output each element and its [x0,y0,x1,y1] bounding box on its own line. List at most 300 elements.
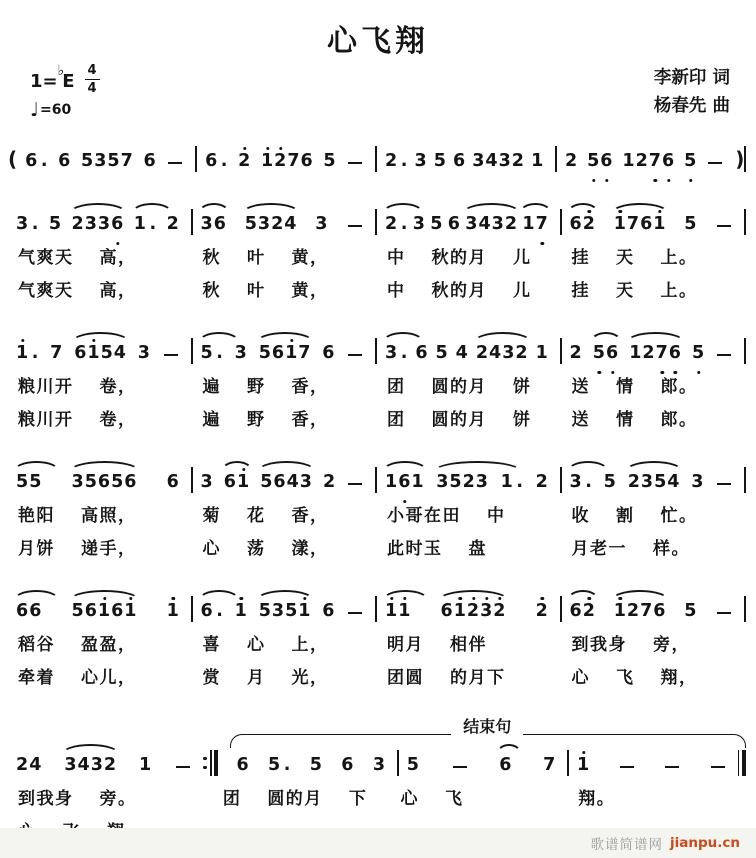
note: 1 [385,601,399,622]
repeat-dot [203,766,206,769]
note: 6 [661,151,676,172]
notation-system [8,131,746,172]
note-unit [166,602,181,622]
notation-system [8,194,746,301]
ending-lyrics [213,784,746,809]
barline [214,750,218,776]
note-unit [237,152,252,172]
lyrics-row [8,663,746,688]
note-unit [535,473,550,493]
note-unit [15,215,40,235]
dash-rest [348,612,362,614]
note: 3 [498,151,512,172]
note: 4 [29,755,43,776]
note: 1 [298,601,312,622]
note-unit [435,473,490,493]
note: 1 [453,601,467,622]
note: 5 [71,601,85,622]
dash-rest [717,225,731,227]
note-glyphs [138,756,153,776]
lyric-word: 野 [247,377,266,397]
note-glyphs [314,215,329,235]
dash-rest [665,766,679,768]
note: 3 [71,472,85,493]
dot: . [40,151,49,172]
note-glyphs [133,215,158,235]
lyric-segment [193,501,378,526]
note-glyphs [447,215,462,235]
lyric-word: 圆的月 [431,377,487,397]
note-glyphs [237,152,252,172]
note-unit [414,344,429,364]
measure [8,209,191,235]
note: 2 [515,343,529,364]
lyric-segment [193,534,378,559]
lyric-word: 下 [348,789,368,809]
note: 5 [684,601,698,622]
note: 1 [260,151,275,172]
notation-row [8,194,746,235]
lyric-word: 上。 [660,281,698,301]
note-glyphs [452,152,467,172]
lyric-segment [391,784,569,809]
tempo-marking [30,99,100,121]
measure [562,338,745,364]
note: 1 [236,472,251,493]
note-glyphs [204,152,229,172]
note-glyphs [258,344,313,364]
note: 2 [582,214,596,235]
lyric-segment [8,630,193,655]
dash-rest [348,483,362,485]
lyric-word: 秋的月 [431,281,487,301]
note: 1 [398,601,412,622]
dot: . [216,601,224,622]
note: 4 [485,151,499,172]
lyric-word: 心 [571,668,590,688]
note: 6 [499,755,513,776]
note: 3 [299,472,313,493]
note-unit [530,152,545,172]
note: 1 [385,472,399,493]
lyric-word: 秋的月 [431,248,487,268]
note: 3 [200,214,214,235]
note: 5 [100,343,114,364]
note: 6 [569,601,583,622]
note-unit [260,152,315,172]
note: 6 [341,755,355,776]
note: 5 [16,472,30,493]
measure [193,596,376,622]
note-glyphs [48,215,63,235]
lyric-segment [193,276,378,301]
note-unit [137,344,152,364]
dot: . [31,343,40,364]
key-signature [30,64,100,95]
note-glyphs [49,344,64,364]
note: 1 [133,214,147,235]
note: 6 [415,343,429,364]
note-glyphs [200,215,228,235]
note: 1 [285,343,299,364]
note: 5 [258,343,272,364]
measure [8,596,191,622]
note: 3 [315,214,329,235]
note-glyphs [475,344,530,364]
finale-system [8,710,746,842]
note: 5 [107,151,121,172]
lyric-word: 遍 [202,377,221,397]
note-unit [204,152,229,172]
note: 2 [462,472,476,493]
note-glyphs [267,756,292,776]
note-unit [15,473,43,493]
note: 7 [298,343,312,364]
note-unit [138,756,153,776]
barline [744,596,746,622]
note-unit [258,344,313,364]
lyric-word: 黄， [291,281,329,301]
repeat-end-barline [203,750,218,776]
repeat-dot [203,757,206,760]
note: 5 [268,755,282,776]
note: 1 [522,214,536,235]
note: 3 [64,755,78,776]
note-glyphs [521,215,549,235]
note: 5 [684,151,698,172]
note-glyphs [384,473,426,493]
lyric-word: 旁。 [99,789,137,809]
note-glyphs [15,473,43,493]
note: 3 [84,214,98,235]
note: 6 [143,151,157,172]
note-glyphs [569,473,594,493]
note: 5 [285,601,299,622]
note: 5 [433,151,447,172]
note: 7 [648,151,662,172]
note-glyphs [627,473,682,493]
lyric-word: 粮川开 [18,410,74,430]
note: 6 [124,472,138,493]
note-glyphs [621,152,676,172]
notation-system [8,452,746,559]
lyric-segment [8,784,203,809]
lyric-word: 飞 [616,668,635,688]
note-glyphs [471,152,526,172]
dot: . [400,151,409,172]
note-glyphs [372,756,387,776]
lyric-segment [8,534,193,559]
note-glyphs [576,756,591,776]
barline [738,750,740,776]
close-paren: ) [735,147,745,171]
note: 5 [244,214,258,235]
note: 3 [137,343,151,364]
note: 4 [489,343,503,364]
note: 3 [414,151,428,172]
lyric-word: 月 [247,668,266,688]
note-unit [200,344,225,364]
note-glyphs [500,473,525,493]
lyrics-row [8,372,746,397]
note-glyphs [455,344,470,364]
lyric-word: 的月下 [450,668,506,688]
note-unit [440,602,508,622]
lyric-word: 郎。 [660,377,698,397]
note-unit [627,473,682,493]
note: 6 [322,601,336,622]
note: 3 [97,214,112,235]
note: 6 [322,343,336,364]
note: 2 [103,755,118,776]
lyric-segment [8,663,193,688]
note-unit [57,152,72,172]
note-glyphs [321,602,336,622]
note-unit [498,756,513,776]
lyrics-row [8,630,746,655]
note: 3 [200,472,214,493]
lyric-word: 到我身 [571,635,627,655]
note: 2 [274,151,288,172]
note-glyphs [535,473,550,493]
lyric-word: 花 [247,506,266,526]
note-unit [384,344,409,364]
note-unit [384,473,426,493]
note-unit [80,152,135,172]
note-unit [455,344,470,364]
note-glyphs [592,344,620,364]
note-glyphs [613,602,668,622]
note: 3 [480,601,494,622]
note: 1 [535,343,549,364]
note-glyphs [384,152,409,172]
measure [8,338,191,364]
note-glyphs [535,344,550,364]
note: 6 [58,151,72,172]
note-glyphs [429,215,444,235]
measure [377,596,560,622]
lyric-word: 翔， [660,668,698,688]
barline [210,750,212,776]
note: 2 [493,601,507,622]
note: 3 [271,601,286,622]
lyric-word: 郎。 [660,410,698,430]
note: 2 [511,151,525,172]
note-unit [569,473,594,493]
note-unit [586,152,614,172]
note: 6 [569,214,583,235]
repeat-dots [203,757,206,770]
note-unit [71,473,139,493]
note: 6 [452,151,467,172]
note: 5 [430,214,444,235]
note: 2 [564,151,579,172]
note-glyphs [535,602,550,622]
notation-system [8,323,746,430]
note-unit [384,215,409,235]
note: 6 [236,755,250,776]
measure [197,146,375,172]
lyric-word: 遍 [202,410,221,430]
note-glyphs [200,344,225,364]
note-glyphs [406,756,421,776]
note-glyphs [435,473,490,493]
notation-system [8,581,746,688]
lyric-word: 卷， [99,377,137,397]
note-glyphs [24,152,49,172]
lyric-word: 粮川开 [18,377,74,397]
note-unit [683,152,698,172]
lyric-word: 挂 [571,281,590,301]
lyric-segment [193,405,378,430]
lyric-segment [8,372,193,397]
note-glyphs [259,473,314,493]
note-glyphs [200,473,215,493]
dash-rest [717,483,731,485]
note-glyphs [691,344,706,364]
note-glyphs [166,602,181,622]
lyric-word: 团 [387,410,406,430]
note-unit [15,344,40,364]
note: 7 [50,343,64,364]
lyric-word: 高照， [81,506,137,526]
note: 6 [600,151,614,172]
dot: . [216,343,224,364]
dash-rest [168,162,182,164]
note: 6 [271,343,286,364]
note-unit [535,344,550,364]
dash-rest [620,766,634,768]
lyric-word: 团 [222,789,242,809]
note: 5 [592,343,606,364]
note-unit [592,344,620,364]
lyric-segment [377,243,562,268]
ending-section [228,717,746,776]
lyric-segment [193,243,378,268]
barline [744,338,746,364]
note: 1 [500,472,514,493]
note: 1 [613,214,627,235]
lyric-word: 飞 [445,789,464,809]
measure [562,467,745,493]
measure [17,146,195,172]
note: 1 [577,755,591,776]
lyric-segment [562,276,747,301]
note-glyphs [235,756,250,776]
lyric-word: 上， [291,635,329,655]
note-unit [412,215,427,235]
note: 3 [475,472,489,493]
note-unit [569,344,584,364]
lyrics-row [8,243,746,268]
lyric-word: 中 [387,248,406,268]
lyric-word: 喜 [202,635,221,655]
composer-credit: 杨春先 曲 [653,96,730,116]
note-unit [166,473,181,493]
note-glyphs [683,215,698,235]
measure [377,338,560,364]
lyric-word: 心 [400,789,420,809]
note-unit [49,344,64,364]
note-unit [621,152,676,172]
note: 5 [603,472,617,493]
note-unit [340,756,355,776]
note: 2 [504,214,519,235]
note-glyphs [234,602,249,622]
note-unit [542,756,557,776]
note-glyphs [71,602,139,622]
note: 6 [447,214,461,235]
lyricist-credit: 李新印 词 [653,68,730,88]
lyric-word: 圆的月 [267,789,323,809]
ending-label: 结束句 [451,714,523,737]
lyric-segment [568,784,746,809]
note-glyphs [613,215,668,235]
note: 1 [87,343,101,364]
barline [744,467,746,493]
lyric-word: 翔。 [578,789,616,809]
lyric-word: 中 [387,281,406,301]
lyric-word: 牵着 [18,668,55,688]
note: 1 [97,601,112,622]
note-unit [200,602,225,622]
lyric-word: 挂 [571,248,590,268]
note-unit [628,344,683,364]
time-signature: $\frac{4}{4}$ [85,64,100,95]
note-unit [63,756,118,776]
lyric-word: 天 [616,281,635,301]
measure [569,750,738,776]
note: 6 [166,472,180,493]
lyric-word: 盈盈， [81,635,137,655]
note: 5 [84,472,98,493]
lyric-segment [377,663,562,688]
note-glyphs [15,756,43,776]
note-unit [475,344,530,364]
note: 6 [111,214,125,235]
note-unit [429,215,444,235]
note: 6 [205,151,219,172]
note-glyphs [322,152,337,172]
note: 3 [90,755,104,776]
note: 2 [466,601,481,622]
note: 6 [29,601,43,622]
note: 2 [642,343,656,364]
note: 2 [271,214,285,235]
lyric-word: 小哥在田 [387,506,461,526]
note: 1 [124,601,138,622]
note-unit [321,602,336,622]
note-unit [73,344,128,364]
measure [377,209,560,235]
note-glyphs [384,344,409,364]
note-unit [258,602,313,622]
note-glyphs [166,215,181,235]
note: 7 [287,151,301,172]
note: 5 [406,755,420,776]
note: 2 [238,151,252,172]
note-glyphs [15,215,40,235]
note-unit [71,602,139,622]
dot: . [31,214,40,235]
note-glyphs [71,473,139,493]
note: 5 [587,151,601,172]
note: 7 [535,214,549,235]
note-glyphs [57,152,72,172]
note: 4 [455,343,469,364]
lyric-word: 艳阳 [18,506,55,526]
note-unit [166,215,181,235]
